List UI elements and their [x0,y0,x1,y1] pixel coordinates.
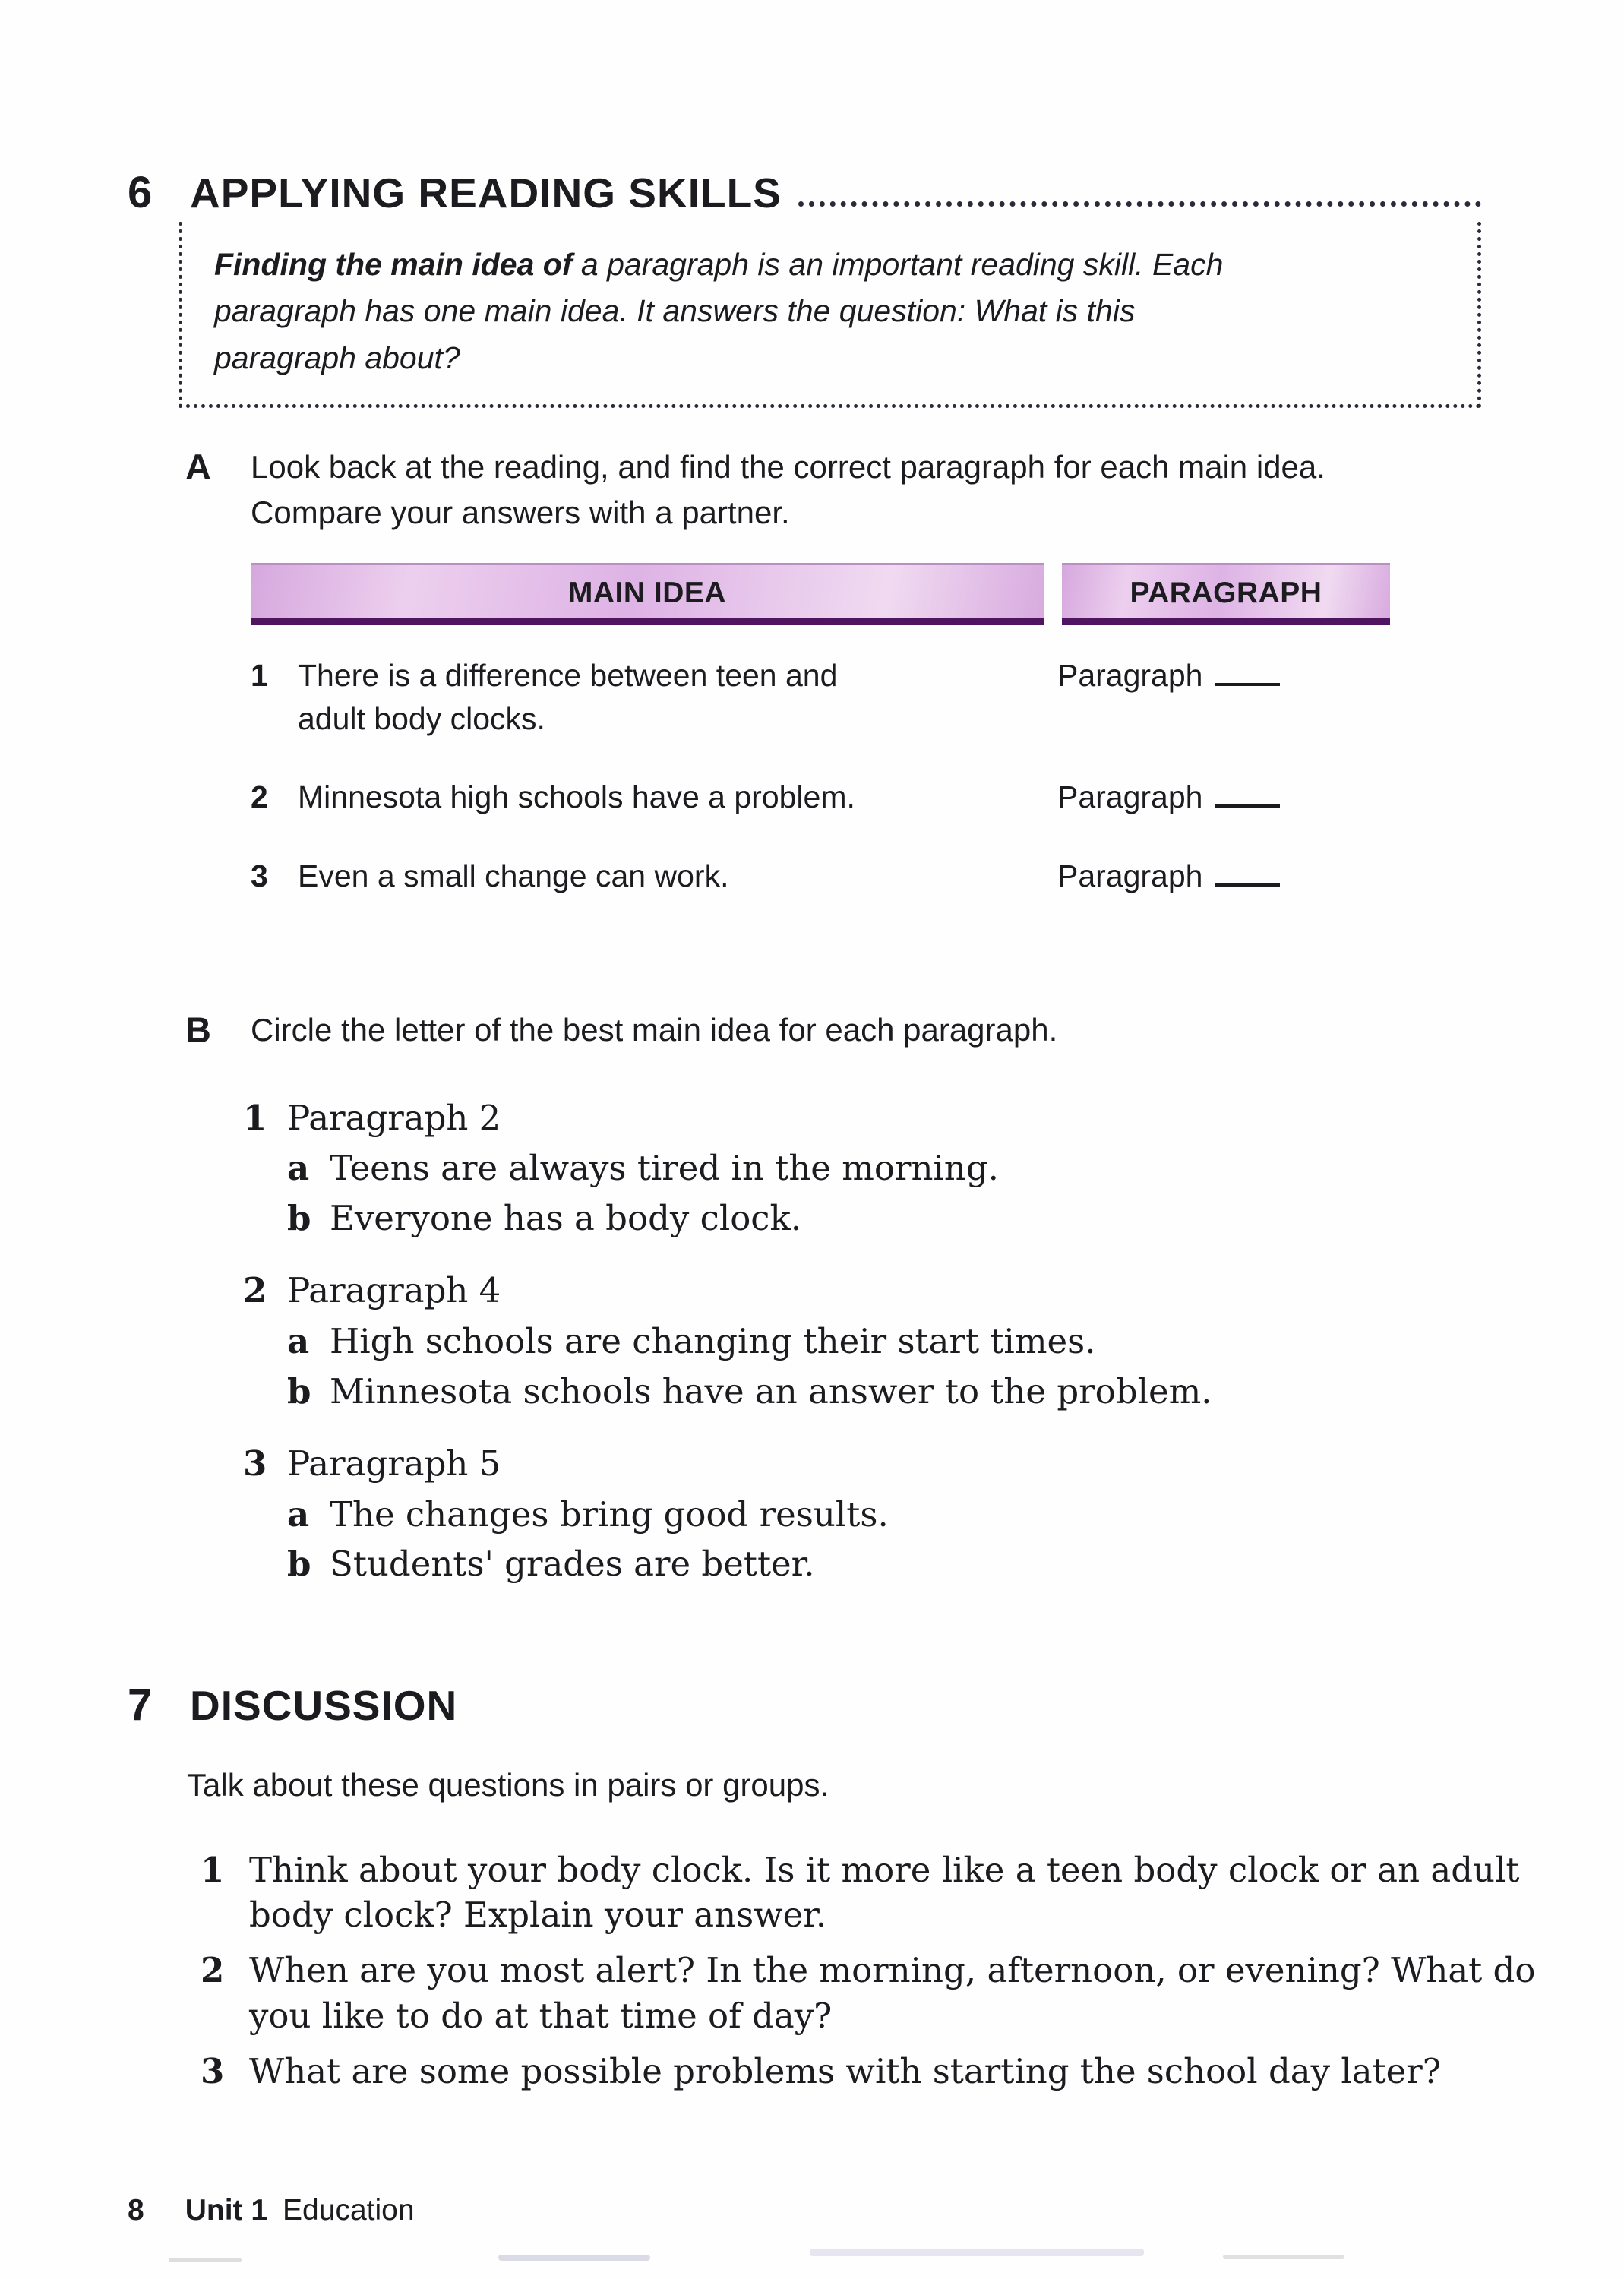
exercise-a-letter: A [185,447,211,488]
exercise-a-instr-line-1: Look back at the reading, and find the correct paragraph for each main idea. [251,449,1325,485]
option-text: The changes bring good results. [330,1494,889,1535]
option-a[interactable] [287,1320,1588,1364]
section-7 [128,1681,1588,2094]
discussion-question-list [201,1848,1588,2094]
discussion-question-1 [201,1848,1588,1939]
row-main-idea [298,654,1057,741]
exercise-b-list [243,1095,1588,1587]
section-7-header [128,1681,1588,1730]
item-heading [243,1268,1588,1314]
scan-artifact [169,2258,242,2262]
table-row-2 [251,776,1390,819]
row-number: 3 [251,858,268,893]
scan-artifact [810,2249,1144,2256]
exercise-b [185,1007,1588,1614]
paragraph-column-header: PARAGRAPH [1062,563,1390,625]
row-main-idea [298,776,1057,819]
exercise-b-item-1 [243,1095,1588,1241]
option-text: Everyone has a body clock. [330,1197,802,1238]
item-number: 3 [243,1443,267,1484]
dotted-leader-line [798,201,1481,207]
table-body [251,654,1390,899]
main-idea-table [251,563,1390,899]
option-a[interactable] [287,1493,1588,1538]
question-line-1: Think about your body clock. Is it more like a teen body clock or an adult [249,1849,1520,1890]
exercise-a-instructions [251,444,1588,535]
section-6-number: 6 [128,168,153,217]
row-paragraph-answer [1057,855,1390,898]
row-number: 2 [251,779,268,815]
unit-label: Unit 1 [185,2194,268,2227]
option-letter: b [287,1370,311,1411]
exercise-b-item-3 [243,1441,1588,1587]
option-letter: b [287,1197,311,1238]
skill-box-text [214,242,1445,382]
main-idea-column-header: MAIN IDEA [251,563,1044,625]
table-row-1 [251,654,1390,741]
question-text [249,1848,1519,1939]
table-header-row [251,563,1390,625]
paragraph-label: Paragraph [1057,858,1203,893]
item-title: Paragraph 2 [287,1097,501,1138]
option-b[interactable] [287,1196,1588,1241]
row-main-idea [298,855,1057,898]
row-paragraph-answer [1057,776,1390,819]
exercise-a-instr-line-2: Compare your answers with a partner. [251,494,790,530]
unit-title: Education [283,2194,415,2227]
exercise-b-item-2 [243,1268,1588,1414]
question-line-2: you like to do at that time of day? [249,1996,833,2037]
row-idea-line-1: There is a difference between teen and [298,657,838,693]
option-text: Students' grades are better. [330,1544,815,1585]
option-text: High schools are changing their start times. [330,1321,1096,1362]
section-6-header [128,169,1481,217]
item-number: 1 [243,1097,267,1138]
item-title: Paragraph 5 [287,1443,501,1484]
option-text: Teens are always tired in the morning. [330,1148,999,1189]
section-6-title: APPLYING READING SKILLS [190,169,782,217]
question-line-1: When are you most alert? In the morning, afternoon, or evening? What do [249,1950,1536,1991]
option-b[interactable] [287,1370,1588,1414]
paragraph-answer-blank[interactable] [1215,782,1280,808]
exercise-b-instructions: Circle the letter of the best main idea for each paragraph. [251,1012,1058,1048]
page-footer [128,2194,415,2227]
question-number: 2 [201,1950,225,1991]
row-number: 1 [251,657,268,693]
option-letter: a [287,1494,310,1535]
exercise-a-body [251,444,1588,933]
discussion-question-3 [201,2049,1588,2094]
question-line-2: body clock? Explain your answer. [249,1895,827,1936]
scan-artifact [1223,2255,1344,2259]
item-heading [243,1095,1588,1142]
section-7-number: 7 [128,1680,153,1730]
exercise-b-body [243,1007,1588,1614]
reading-skill-box [179,222,1481,409]
row-idea-line-2: adult body clocks. [298,700,545,736]
option-letter: b [287,1544,311,1585]
option-letter: a [287,1148,310,1189]
paragraph-label: Paragraph [1057,779,1203,815]
page-number: 8 [128,2194,144,2227]
option-a[interactable] [287,1146,1588,1191]
discussion-question-2 [201,1948,1588,2039]
paragraph-answer-blank[interactable] [1215,660,1280,686]
discussion-instructions: Talk about these questions in pairs or groups. [187,1766,829,1803]
item-title: Paragraph 4 [287,1270,501,1311]
skill-box-lead: Finding the main idea of [214,246,573,282]
skill-box-line-2: paragraph has one main idea. It answers the question: What is this [214,293,1136,329]
section-7-title: DISCUSSION [190,1681,458,1729]
exercise-b-letter: B [185,1010,211,1051]
skill-box-line-1 [214,242,1445,289]
option-b[interactable] [287,1542,1588,1587]
skill-box-line-3: paragraph about? [214,340,460,375]
paragraph-label: Paragraph [1057,657,1203,693]
item-number: 2 [243,1270,267,1311]
skill-box-line-1-rest: a paragraph is an important reading skill. Each [572,246,1224,282]
option-text: Minnesota schools have an answer to the problem. [330,1370,1212,1411]
question-text [249,1948,1535,2039]
table-row-3 [251,855,1390,898]
row-idea-line-1: Minnesota high schools have a problem. [298,779,855,815]
row-idea-line-1: Even a small change can work. [298,858,729,893]
question-text [249,2049,1441,2094]
question-number: 3 [201,2050,225,2091]
question-line-1: What are some possible problems with starting the school day later? [249,2050,1441,2091]
scan-artifact [498,2255,650,2261]
item-heading [243,1441,1588,1487]
row-paragraph-answer [1057,654,1390,741]
exercise-a [185,444,1588,933]
question-number: 1 [201,1849,225,1890]
paragraph-answer-blank[interactable] [1215,861,1280,887]
option-letter: a [287,1321,310,1362]
